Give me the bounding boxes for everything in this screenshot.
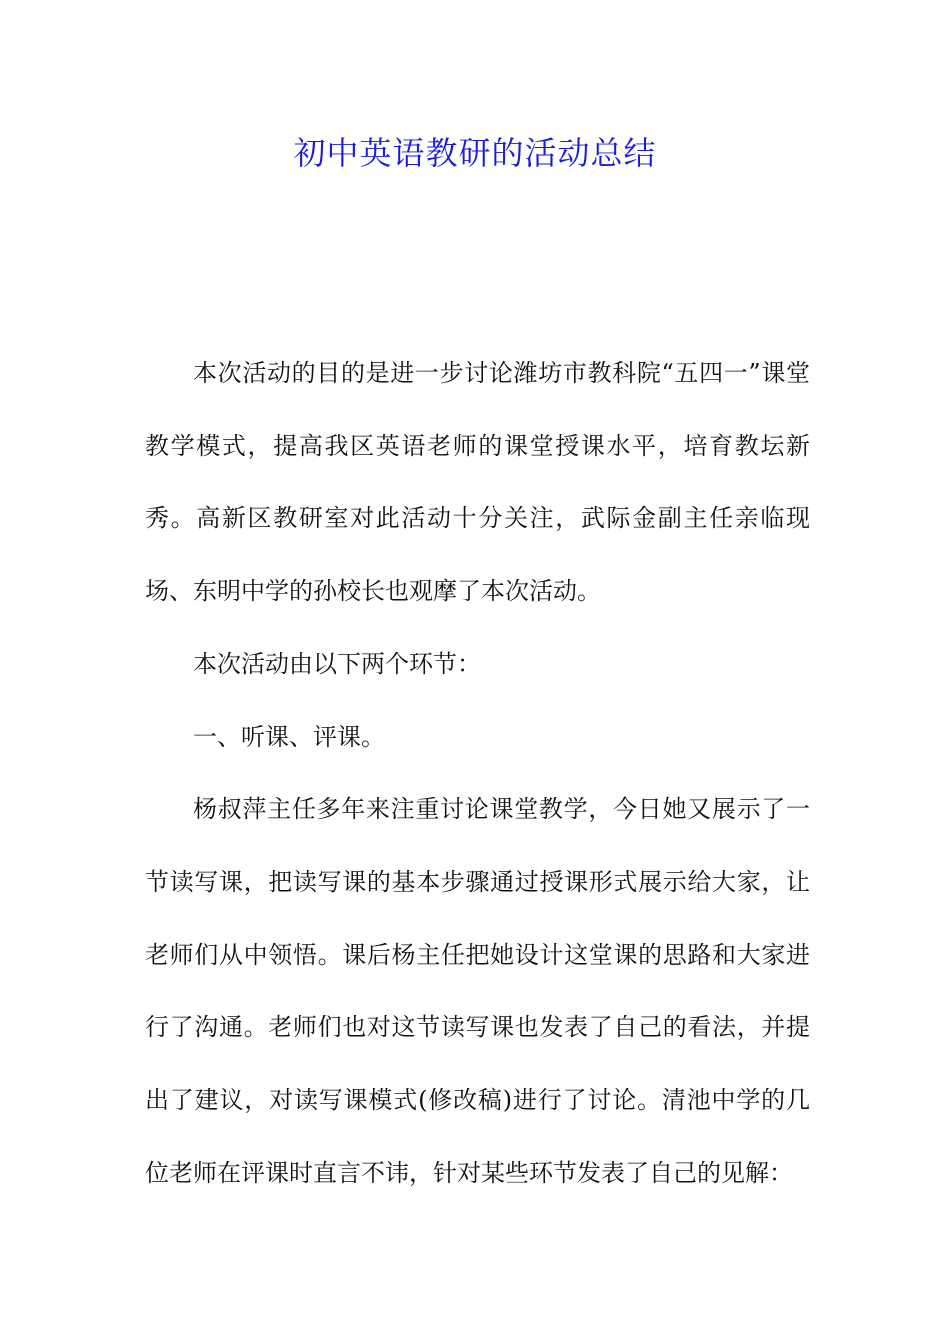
paragraph-section-heading: 一、听课、评课。 <box>193 722 385 751</box>
document-body <box>145 337 810 1209</box>
paragraph-activity-sections: 本次活动由以下两个环节： <box>193 649 481 678</box>
paragraph-lesson-review: 杨叔萍主任多年来注重讨论课堂教学，今日她又展示了一节读写课，把读写课的基本步骤通过授课形式展示给大家，让老师们从中领悟。课后杨主任把她设计这堂课的思路和大家进行了沟通。老师们也对这节读写课也发表了自己的看法，并提出了建议，对读写课模式(修改稿)进行了讨论。清池中学的几位老师在评课时直言不讳，针对某些环节发表了自己的见解： <box>145 795 810 1187</box>
document-title: 初中英语教研的活动总结 <box>293 134 657 172</box>
paragraph-activity-purpose: 本次活动的目的是进一步讨论潍坊市教科院“五四一”课堂教学模式，提高我区英语老师的课堂授课水平，培育教坛新秀。高新区教研室对此活动十分关注，武际金副主任亲临现场、东明中学的孙校长也观摩了本次活动。 <box>145 359 810 606</box>
